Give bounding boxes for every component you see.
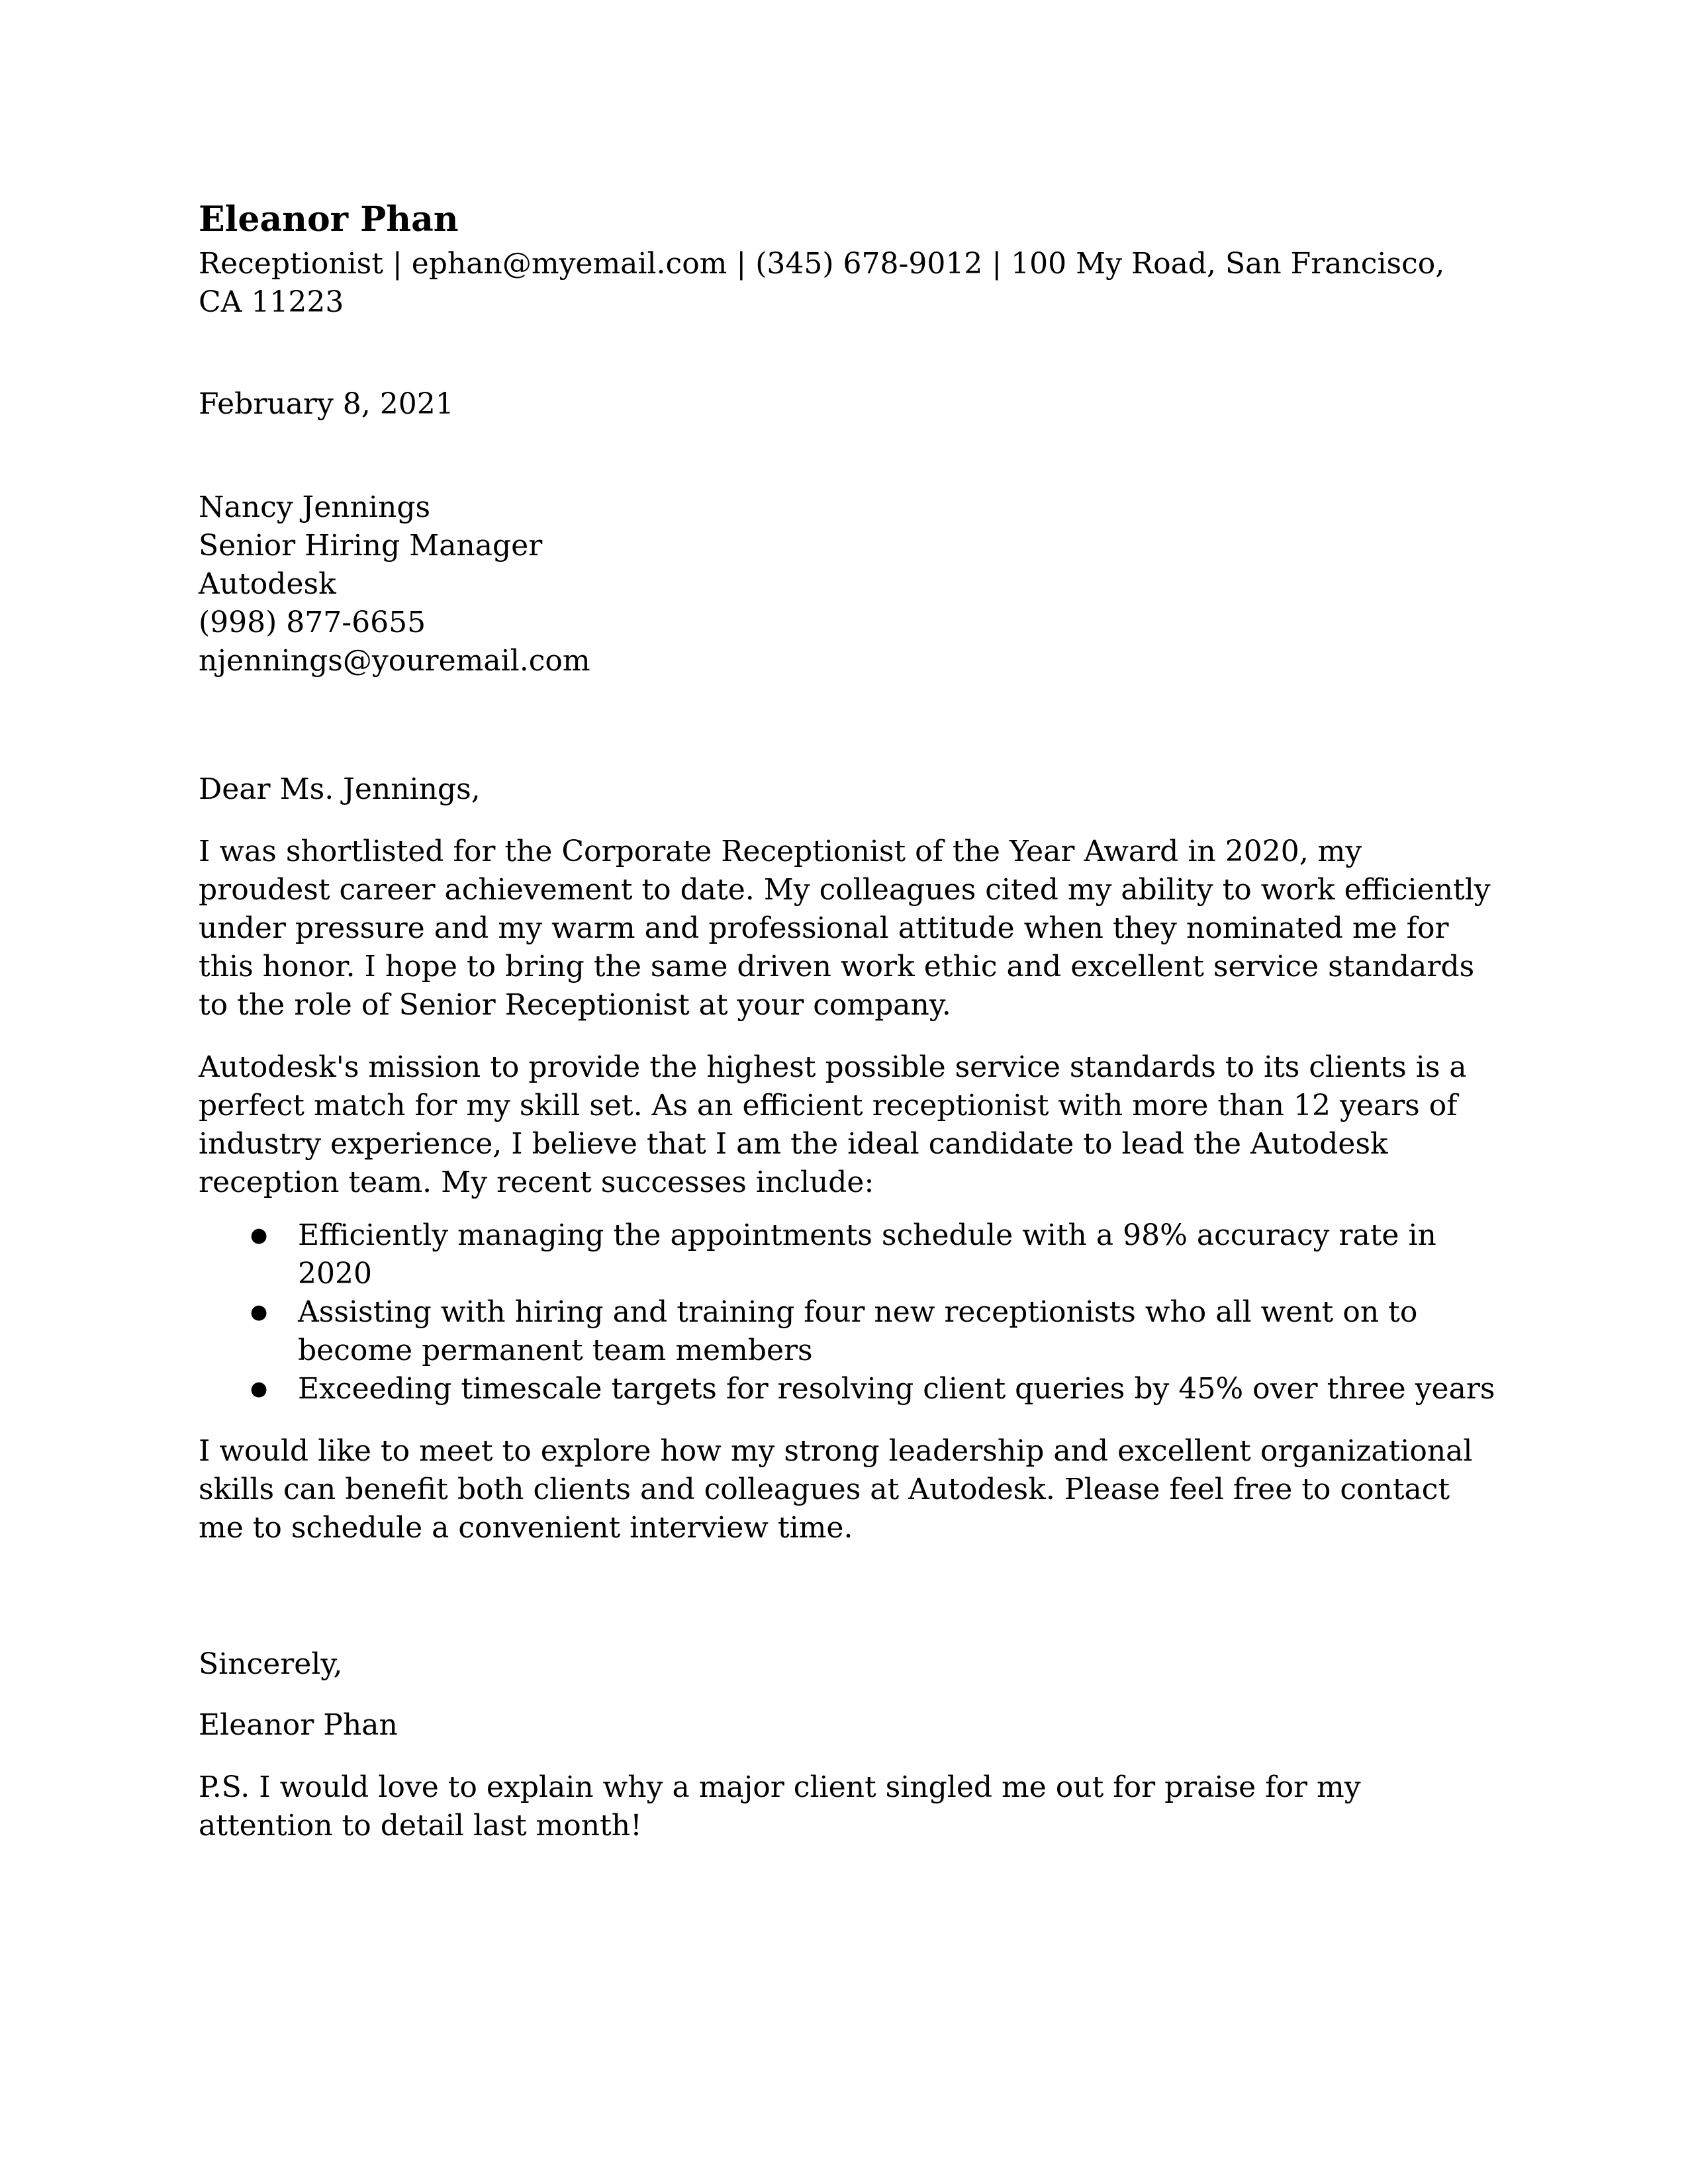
list-item	[199, 1370, 1496, 1408]
list-item-text: Exceeding timescale targets for resolving client queries by 45% over three years	[298, 1372, 1495, 1406]
list-item-text: Assisting with hiring and training four new receptionists who all went on to become permanent team members	[298, 1295, 1418, 1367]
list-item-text: Efficiently managing the appointments schedule with a 98% accuracy rate in 2020	[298, 1218, 1436, 1291]
recipient-phone: (998) 877-6655	[199, 606, 426, 639]
sender-contact-line: Receptionist | ephan@myemail.com | (345) 678-9012 | 100 My Road, San Francisco, CA 11223	[199, 247, 1445, 319]
achievements-list	[199, 1216, 1496, 1408]
recipient-title: Senior Hiring Manager	[199, 529, 543, 563]
body-paragraph-2: Autodesk's mission to provide the highest possible service standards to its clients is a perfect match for my skill set. As an efficient receptionist with more than 12 years of industry experience, I believe that I am the ideal candidate to lead the Autodesk reception team. My recent successes include:	[199, 1050, 1467, 1199]
bullet-icon: ●	[250, 1377, 268, 1400]
recipient-company: Autodesk	[199, 567, 336, 601]
closing: Sincerely,	[199, 1647, 343, 1681]
body-paragraph-3: I would like to meet to explore how my strong leadership and excellent organizational skills can benefit both clients and colleagues at Autodesk. Please feel free to contact me to schedule a convenient interview time.	[199, 1434, 1473, 1545]
recipient-block	[199, 488, 1496, 680]
salutation: Dear Ms. Jennings,	[199, 772, 481, 806]
body-paragraph-1: I was shortlisted for the Corporate Receptionist of the Year Award in 2020, my proudest career achievement to date. My colleagues cited my ability to work efficiently under pressure and my warm and professional attitude when they nominated me for this honor. I hope to bring the same driven work ethic and excellent service standards to the role of Senior Receptionist at your company.	[199, 835, 1491, 1022]
list-item	[199, 1293, 1496, 1370]
recipient-name: Nancy Jennings	[199, 490, 431, 524]
letter-date: February 8, 2021	[199, 387, 454, 421]
cover-letter-page	[199, 199, 1496, 1845]
list-item	[199, 1216, 1496, 1293]
postscript: P.S. I would love to explain why a major client singled me out for praise for my attention to detail last month!	[199, 1770, 1361, 1843]
sender-name: Eleanor Phan	[199, 199, 459, 240]
bullet-icon: ●	[250, 1224, 268, 1247]
signature-name: Eleanor Phan	[199, 1708, 398, 1742]
bullet-icon: ●	[250, 1300, 268, 1324]
recipient-email: njennings@youremail.com	[199, 644, 590, 678]
